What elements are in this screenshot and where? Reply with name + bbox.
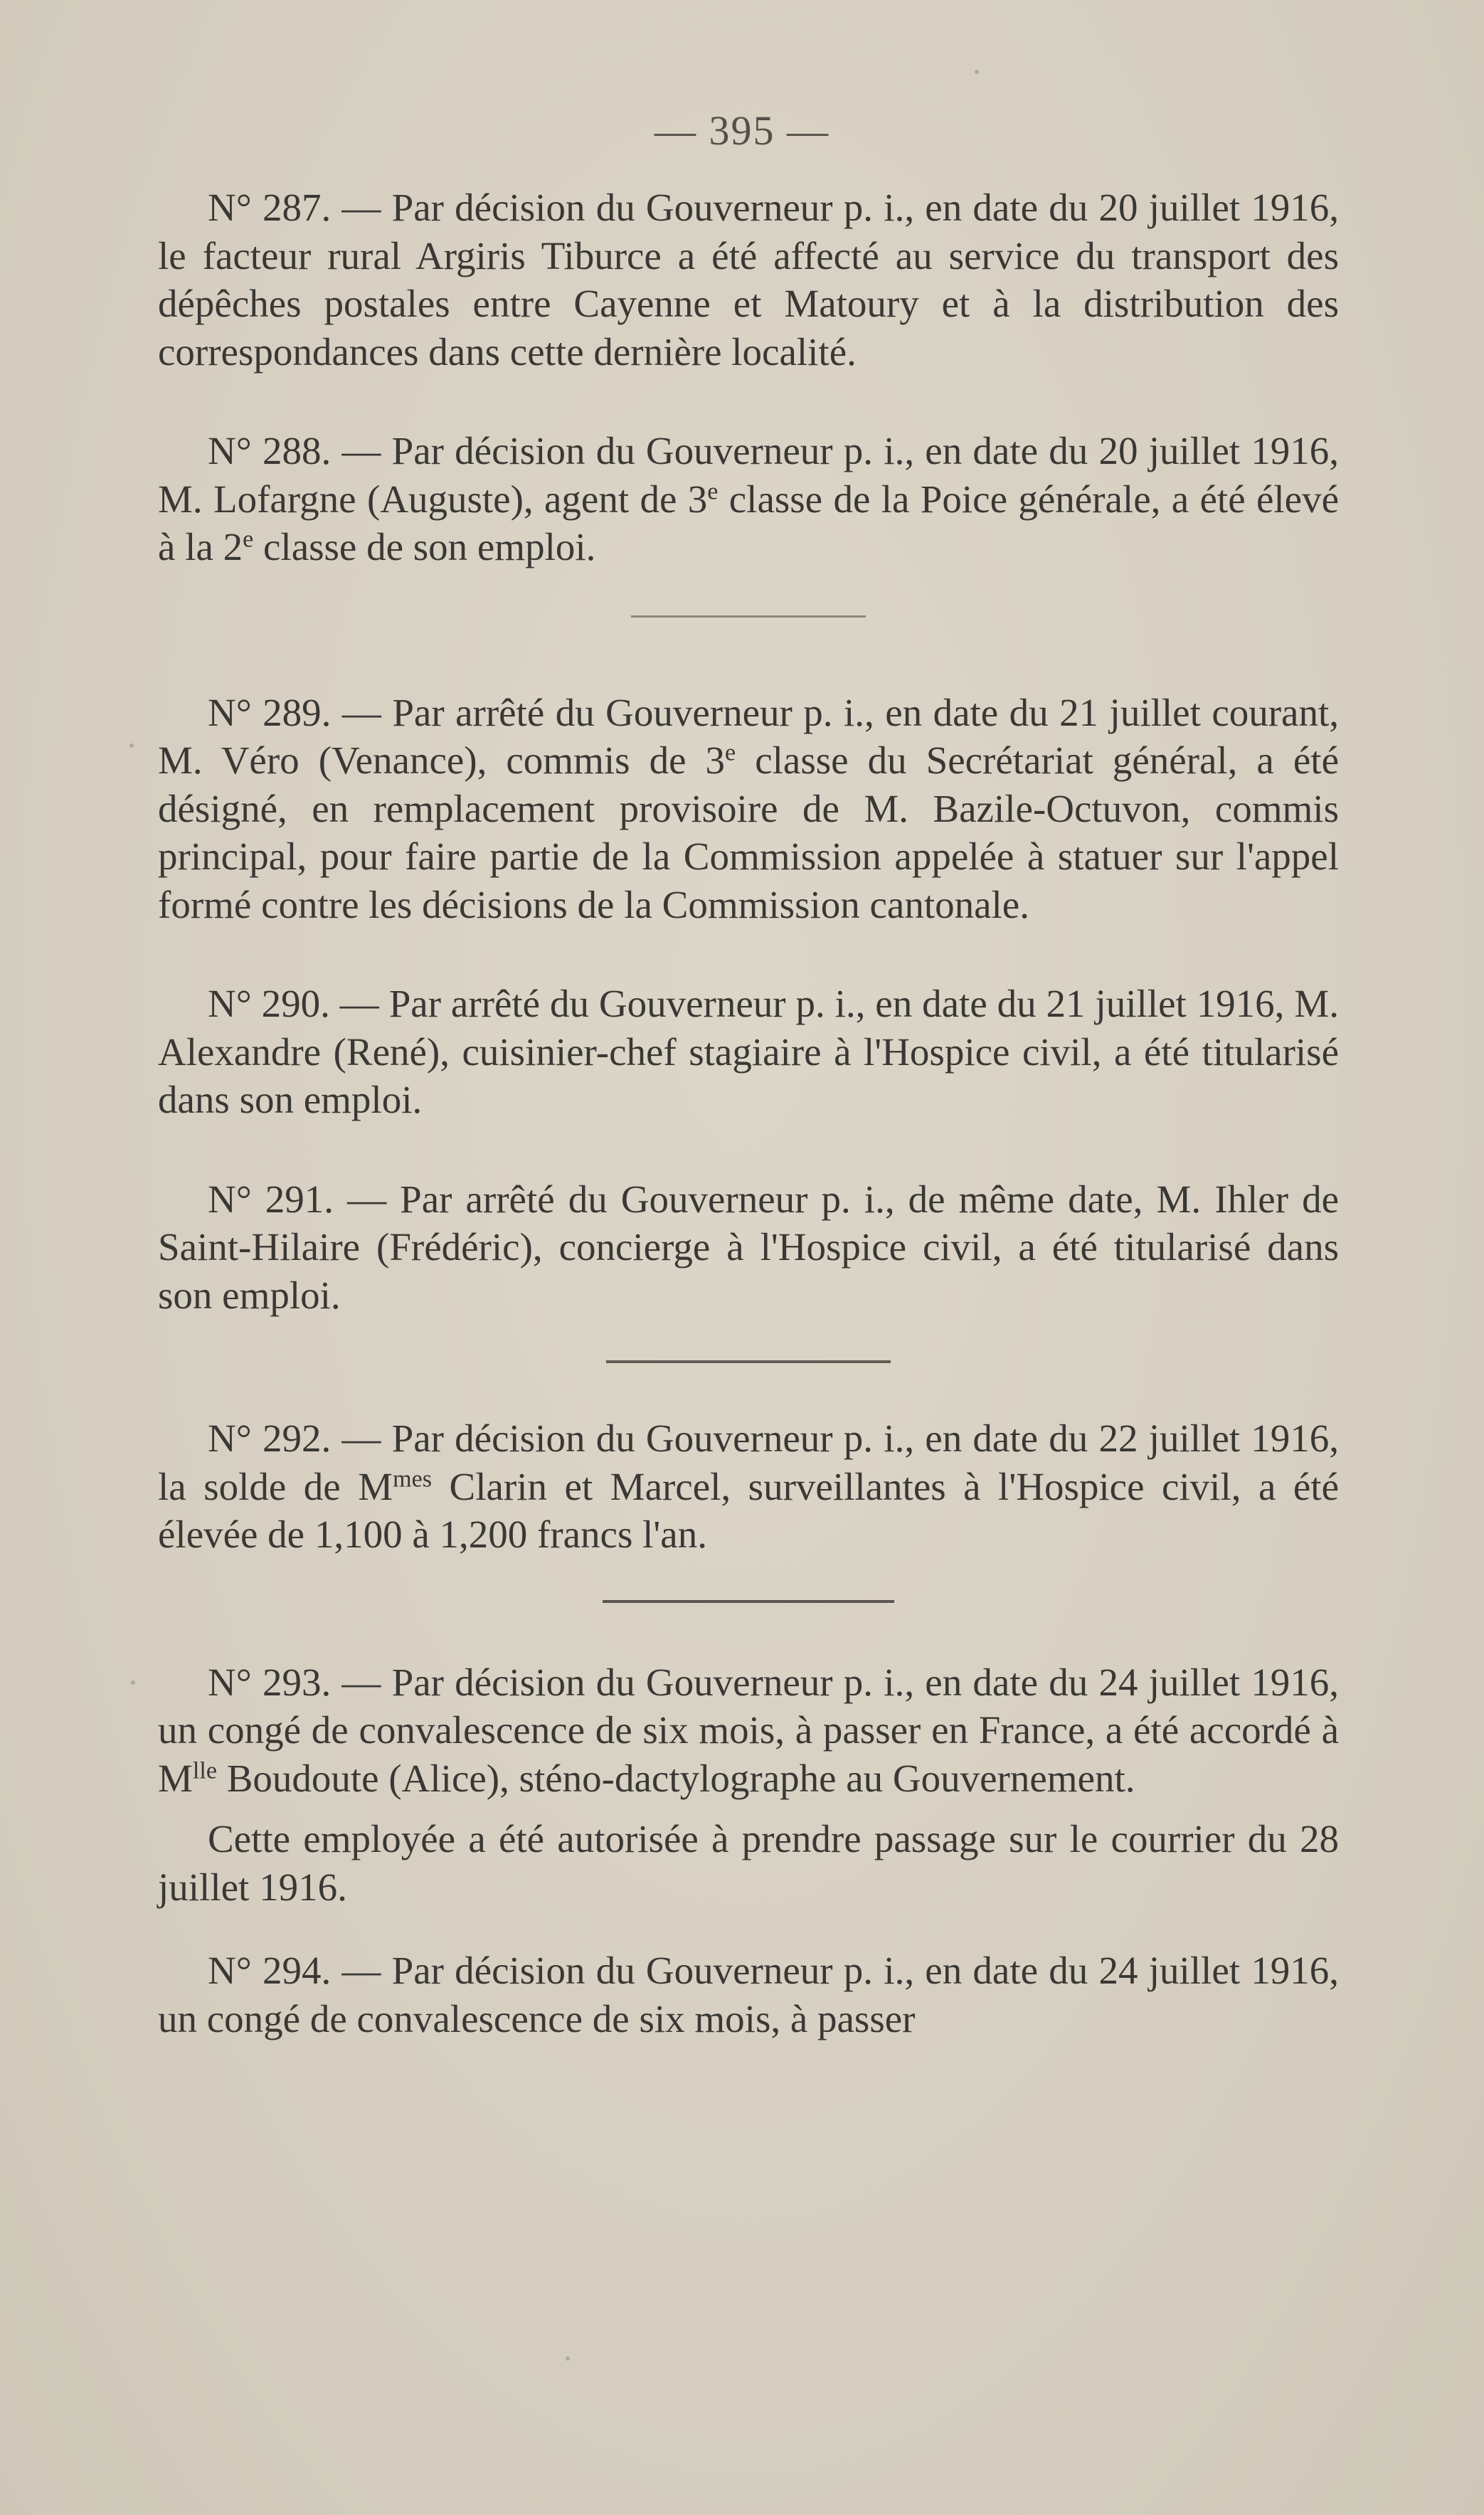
entry-292-sup-1: mes xyxy=(393,1465,433,1492)
entry-289 xyxy=(158,689,1339,929)
entry-289-text-after: classe du Secrétariat général, a été désigné, en remplacement provisoire de M. Bazile-Octuvon, commis principal, pour faire partie de la Commission appelée à statuer sur l'appel formé contre les décisions de la Commission cantonale. xyxy=(158,738,1339,926)
entry-288-text-after: classe de son emploi. xyxy=(253,525,596,568)
separator-rule xyxy=(606,1360,891,1363)
entry-293-text-before: N° 293. — Par décision du Gouverneur p. i., en date du 24 juillet 1916, un congé de convalescence de six mois, à passer en France, a été accordé à M xyxy=(158,1660,1339,1800)
entry-293-text-after: Boudoute (Alice), sténo-dactylographe au Gouvernement. xyxy=(216,1756,1135,1800)
separator-rule xyxy=(631,615,866,618)
entry-290: N° 290. — Par arrêté du Gouverneur p. i., en date du 21 juillet 1916, M. Alexandre (René), cuisinier-chef stagiaire à l'Hospice civil, a été titularisé dans son emploi. xyxy=(158,982,1339,1121)
paper-speck xyxy=(131,1680,135,1685)
entry-292-text-after: Clarin et Marcel, surveillantes à l'Hospice civil, a été élevée de 1,100 à 1,200 francs l'an. xyxy=(158,1464,1339,1556)
entry-293-sup-1: lle xyxy=(192,1757,217,1784)
paper-speck xyxy=(129,743,134,748)
entry-288-text-before: N° 288. — Par décision du Gouverneur p. i., en date du 20 juillet 1916, M. Lofargne (Auguste), agent de 3 xyxy=(158,429,1339,521)
separator-rule xyxy=(603,1600,894,1603)
entry-288-text-mid: classe de la Poice générale, a été élevé à la 2 xyxy=(158,477,1339,568)
entry-289-text-before: N° 289. — Par arrêté du Gouverneur p. i., en date du 21 juillet courant, M. Véro (Venance), commis de 3 xyxy=(158,690,1339,782)
paper-speck xyxy=(566,2356,570,2361)
entry-293-continuation: Cette employée a été autorisée à prendre passage sur le courrier du 28 juillet 1916. xyxy=(158,1817,1339,1909)
entry-288-sup-1: e xyxy=(707,477,719,504)
entry-293 xyxy=(158,1658,1339,1803)
entry-292 xyxy=(158,1414,1339,1559)
entry-292-text-before: N° 292. — Par décision du Gouverneur p. i., en date du 22 juillet 1916, la solde de M xyxy=(158,1417,1339,1508)
entry-294: N° 294. — Par décision du Gouverneur p. i., en date du 24 juillet 1916, un congé de convalescence de six mois, à passer xyxy=(158,1949,1339,2040)
entry-288 xyxy=(158,427,1339,571)
entry-291: N° 291. — Par arrêté du Gouverneur p. i., de même date, M. Ihler de Saint-Hilaire (Frédéric), concierge à l'Hospice civil, a été titularisé dans son emploi. xyxy=(158,1177,1339,1317)
entry-288-sup-2: e xyxy=(243,526,254,553)
entry-287: N° 287. — Par décision du Gouverneur p. i., en date du 20 juillet 1916, le facteur rural Argiris Tiburce a été affecté au service du transport des dépêches postales entre Cayenne et Matoury et à la distribution des correspondances dans cette dernière localité. xyxy=(158,186,1339,374)
paper-speck xyxy=(975,70,979,74)
page-number: — 395 — xyxy=(654,107,830,154)
entry-289-sup-1: e xyxy=(725,739,736,766)
document-body xyxy=(158,184,1339,2043)
